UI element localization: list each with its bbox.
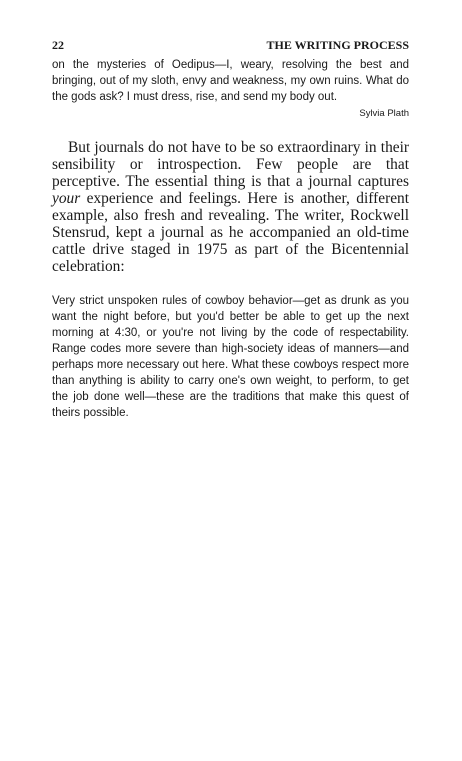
emphasis-text: your <box>52 190 81 207</box>
page-number: 22 <box>52 38 64 52</box>
attribution: Sylvia Plath <box>359 108 409 119</box>
body-text-part1: But journals do not have to be so extraordinary in their sensibility or introspection. Few people are that perceptive. The essential thing is that a journal captures <box>52 139 409 190</box>
running-head <box>52 38 409 56</box>
journal-excerpt-stensrud: Very strict unspoken rules of cowboy behavior—get as drunk as you want the night before, but you'd better be able to get up the next morning at 4:30, or you're not living by the code of respectability. Range codes more severe than high-society ideas of manners—and perhaps more necessary out here. What these cowboys respect more than anything is ability to carry one's own weight, to perform, to get the job done well—these are the traditions that make this quest of theirs possible. <box>52 295 409 419</box>
book-page <box>52 38 409 421</box>
running-title: THE WRITING PROCESS <box>266 38 409 52</box>
journal-excerpt-plath: on the mysteries of Oedipus—I, weary, resolving the best and bringing, out of my sloth, envy and weakness, my own ruins. What do the gods ask? I must dress, rise, and send my body out. <box>52 59 409 103</box>
body-paragraph <box>52 139 409 275</box>
body-text-part2: experience and feelings. Here is another, different example, also fresh and revealing. The writer, Rockwell Stensrud, kept a journal as he accompanied an old-time cattle drive staged in 1975 as part of the Bicentennial celebration: <box>52 190 409 275</box>
